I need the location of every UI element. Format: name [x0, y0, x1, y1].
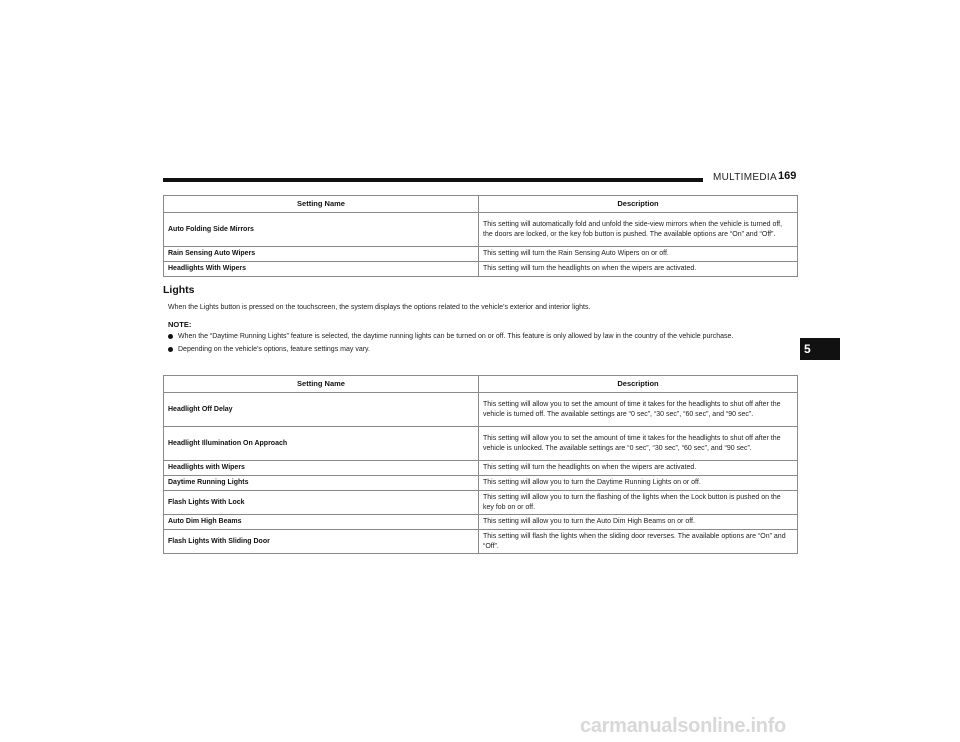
table-row — [164, 476, 798, 491]
setting-description-cell: This setting will allow you to turn the flashing of the lights when the Lock button is pushed on the key fob on or off. — [479, 491, 798, 515]
setting-description-cell: This setting will allow you to turn the Auto Dim High Beams on or off. — [479, 515, 798, 530]
setting-description-cell: This setting will flash the lights when the sliding door reverses. The available options are “On” and “Off”. — [479, 530, 798, 554]
note-bullet-item — [168, 346, 370, 353]
bullet-icon — [168, 347, 173, 352]
section-title: MULTIMEDIA — [713, 172, 777, 183]
setting-description-cell: This setting will turn the Rain Sensing Auto Wipers on or off. — [479, 247, 798, 262]
setting-name-cell: Headlights with Wipers — [164, 461, 479, 476]
lights-intro-text: When the Lights button is pressed on the touchscreen, the system displays the options related to the vehicle’s exterior and interior lights. — [168, 304, 591, 311]
column-header-setting-name: Setting Name — [164, 196, 479, 213]
column-header-description: Description — [479, 376, 798, 393]
setting-name-cell: Auto Dim High Beams — [164, 515, 479, 530]
note-label: NOTE: — [168, 320, 192, 329]
setting-description-cell: This setting will automatically fold and unfold the side-view mirrors when the vehicle is turned off, the doors are locked, or the key fob button is pushed. The available options are “On” and “Off”. — [479, 213, 798, 247]
note-bullet-item — [168, 333, 733, 340]
settings-table-general — [163, 195, 798, 277]
chapter-tab: 5 — [800, 338, 840, 360]
watermark: carmanualsonline.info — [580, 715, 786, 737]
table-row — [164, 262, 798, 277]
setting-description-cell: This setting will turn the headlights on when the wipers are activated. — [479, 461, 798, 476]
note-bullet-text: Depending on the vehicle’s options, feature settings may vary. — [178, 346, 370, 353]
setting-description-cell: This setting will allow you to turn the Daytime Running Lights on or off. — [479, 476, 798, 491]
table-row — [164, 427, 798, 461]
table-row — [164, 247, 798, 262]
table-row — [164, 515, 798, 530]
table-header-row — [164, 196, 798, 213]
header-rule — [163, 178, 703, 182]
table-row — [164, 393, 798, 427]
setting-name-cell: Flash Lights With Lock — [164, 491, 479, 515]
page-number: 169 — [778, 170, 797, 182]
column-header-setting-name: Setting Name — [164, 376, 479, 393]
settings-table-lights — [163, 375, 798, 554]
setting-name-cell: Headlight Illumination On Approach — [164, 427, 479, 461]
setting-name-cell: Auto Folding Side Mirrors — [164, 213, 479, 247]
column-header-description: Description — [479, 196, 798, 213]
table-header-row — [164, 376, 798, 393]
table-row — [164, 213, 798, 247]
lights-heading: Lights — [163, 284, 195, 296]
setting-name-cell: Flash Lights With Sliding Door — [164, 530, 479, 554]
table-row — [164, 491, 798, 515]
setting-description-cell: This setting will turn the headlights on when the wipers are activated. — [479, 262, 798, 277]
setting-name-cell: Headlights With Wipers — [164, 262, 479, 277]
setting-name-cell: Rain Sensing Auto Wipers — [164, 247, 479, 262]
setting-description-cell: This setting will allow you to set the amount of time it takes for the headlights to shut off after the vehicle is unlocked. The available settings are “0 sec”, “30 sec”, “60 sec”, and “90 sec”. — [479, 427, 798, 461]
bullet-icon — [168, 334, 173, 339]
table-row — [164, 461, 798, 476]
setting-name-cell: Headlight Off Delay — [164, 393, 479, 427]
note-bullet-text: When the “Daytime Running Lights” feature is selected, the daytime running lights can be turned on or off. This feature is only allowed by law in the country of the vehicle purchase. — [178, 333, 734, 340]
setting-description-cell: This setting will allow you to set the amount of time it takes for the headlights to shut off after the vehicle is turned off. The available settings are “0 sec”, “30 sec”, “60 sec”, and “90 sec”. — [479, 393, 798, 427]
table-row — [164, 530, 798, 554]
setting-name-cell: Daytime Running Lights — [164, 476, 479, 491]
